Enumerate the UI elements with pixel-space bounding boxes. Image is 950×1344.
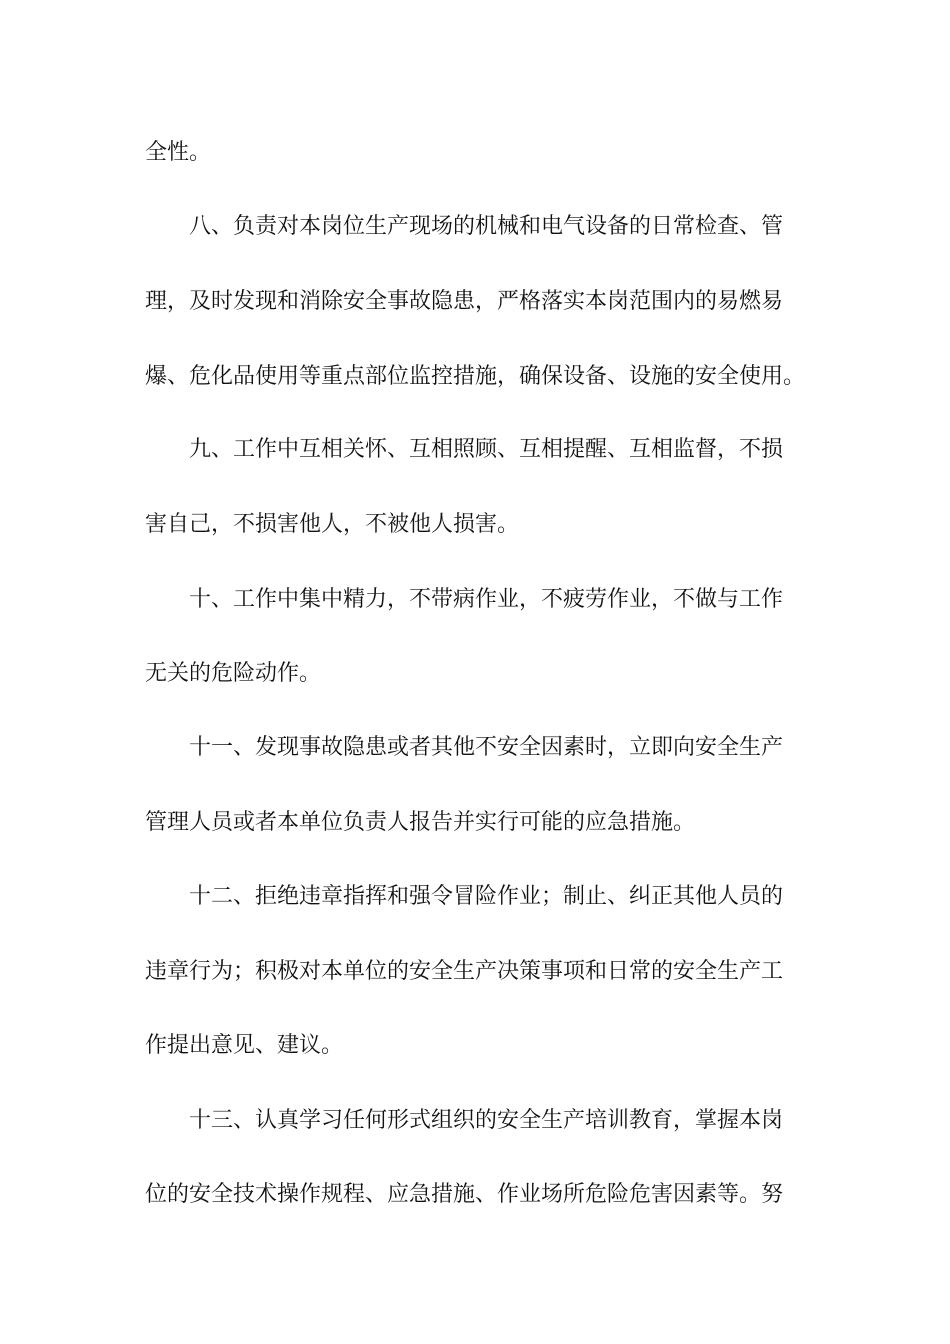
text-line: 位的安全技术操作规程、应急措施、作业场所危险危害因素等。努 <box>145 1182 784 1207</box>
text-line: 全性。 <box>145 140 212 165</box>
text-line: 管理人员或者本单位负责人报告并实行可能的应急措施。 <box>145 810 696 835</box>
text-line: 害自己，不损害他人，不被他人损害。 <box>145 512 520 537</box>
text-line: 九、工作中互相关怀、互相照顾、互相提醒、互相监督，不损 <box>145 437 784 462</box>
text-line: 无关的危险动作。 <box>145 661 322 686</box>
text-line: 作提出意见、建议。 <box>145 1033 344 1058</box>
text-line: 违章行为；积极对本单位的安全生产决策事项和日常的安全生产工 <box>145 959 784 984</box>
text-line: 十二、拒绝违章指挥和强令冒险作业；制止、纠正其他人员的 <box>145 884 784 909</box>
text-line: 十三、认真学习任何形式组织的安全生产培训教育，掌握本岗 <box>145 1108 784 1133</box>
text-line: 爆、危化品使用等重点部位监控措施，确保设备、设施的安全使用。 <box>145 364 806 389</box>
text-line: 理，及时发现和消除安全事故隐患，严格落实本岗范围内的易燃易 <box>145 289 784 314</box>
text-line: 十、工作中集中精力，不带病作业，不疲劳作业，不做与工作 <box>145 587 784 612</box>
text-line: 八、负责对本岗位生产现场的机械和电气设备的日常检查、管 <box>145 214 784 239</box>
text-line: 十一、发现事故隐患或者其他不安全因素时，立即向安全生产 <box>145 735 784 760</box>
